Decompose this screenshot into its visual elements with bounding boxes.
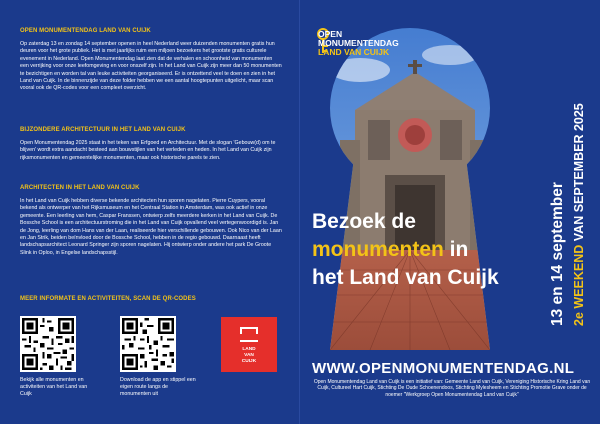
side-weekend-rest: VAN SEPTEMBER 2025 [572,103,586,245]
left-panel [0,0,299,424]
logo-text-line: CUIJK [241,359,257,364]
website-link[interactable]: WWW.OPENMONUMENTENDAG.NL [312,360,575,377]
logo-text-line: LAND [242,347,256,352]
logo-line-lvc: LAND VAN CUIJK [318,47,390,57]
land-van-cuijk-logo [221,317,277,372]
section-heading-qr: MEER INFORMATE EN ACTIVITEITEN, SCAN DE QR-CODES [20,296,196,302]
title-line-3: het Land van Cuijk [312,266,499,289]
section-body-architecture: Open Monumentendag 2025 staat in het teken van Erfgoed en Architectuur. Met de slogan 'Gebouw(d) om te blijven' wordt extra aandacht besteed aan bouwstijlen van het verleden en heden. In het Land van Cuijk zijn rijksmonumenten en gemeentelijke monumenten, maar ook historische parels te zien. [20,140,276,161]
title-line-1: Bezoek de [312,210,416,233]
logo-line-monumentendag: MONUMENTENDAG [318,38,399,48]
qr-code-icon[interactable] [20,316,76,372]
title-after-accent: in [443,238,469,261]
omd-logo [318,30,399,57]
title-accent: monumenten [312,238,444,261]
main-title [312,208,582,292]
section-heading-architecture: BIJZONDERE ARCHITECTUUR IN HET LAND VAN CUIJK [20,127,186,133]
section-body-omd: Op zaterdag 13 en zondag 14 september openen in heel Nederland weer duizenden monumenten gratis hun deuren voor het grote publiek. Het is met jaarlijks ruim een miljoen bezoekers het grootste gratis culturele evenement in Nederland. Open Monumentendag laat zien dat de verhalen en schoonheid van monumenten een verrijking voor onze leefomgeving en voor onszelf zijn. In het Land van Cuijk zijn meer dan 50 monumenten te bezichtigen en worden tal van leuke activiteiten georganiseerd. Er is ontzettend veel te doen en zien in het Land van Cuijk. In de binnenzijde van deze folder hebben we een aantal hoogtepunten uitgelicht, maar scan vooral ook de QR-codes voor een compleet overzicht. [20,41,282,92]
initiative-text: Open Monumentendag Land van Cuijk is een initiatief van: Gemeente Land van Cuijk, Vereniging Historische Kring Land van Cuijk, Cultureel Hart Cuijk, Stichting De Oude Schoenendoos, Stichting Mylesheem en Stichting Promotie Grave onder de noemer "Werkgroep Open Monumentendag Land van Cuijk" [313,379,591,398]
section-heading-omd: OPEN MONUMENTENDAG LAND VAN CUIJK [20,28,151,34]
side-date: 13 en 14 september [549,182,566,326]
logo-line-open: OPEN [318,29,343,39]
qr-caption-app: Download de app en stippel een eigen route langs de monumenten uit [120,377,196,397]
section-heading-architects: ARCHITECTEN IN HET LAND VAN CUIJK [20,185,140,191]
section-body-architects: In het Land van Cuijk hebben diverse bekende architecten hun sporen nagelaten. Pierre Cuypers, vooral bekend als ontwerper van het Rijksmuseum en het Centraal Station in Amsterdam, was ook actief in onze gemeente. Een leerling van hem, Caspar Franssen, ontwierp zelfs meerdere kerken in het Land van Cuijk. De Bossche School is een architectuurstroming die in het Land van Cuijk opvallend veel vertegenwoordigd is. Jan de Jong, leerling van dom Hans van der Laan, realiseerde hier verschillende gebouwen. Ook Nico van der Laan en Jan Strik, beiden beïnvloed door de Bossche School, hebben in de regio gebouwd. Daarnaast heeft landschapsarchitect Leonard Springer zijn sporen nagelaten. Hij ontwierp onder andere het park De Groote Slink in Oploo, in Engelse landschapsstijl. [20,198,282,256]
side-weekend-accent: 2e WEEKEND [572,244,586,326]
qr-code-icon[interactable] [120,316,176,372]
logo-text-line: VAN [244,353,254,358]
title-line-2 [312,236,582,264]
qr-caption-monuments: Bekijk alle monumenten en activiteiten van het Land van Cuijk [20,377,88,397]
